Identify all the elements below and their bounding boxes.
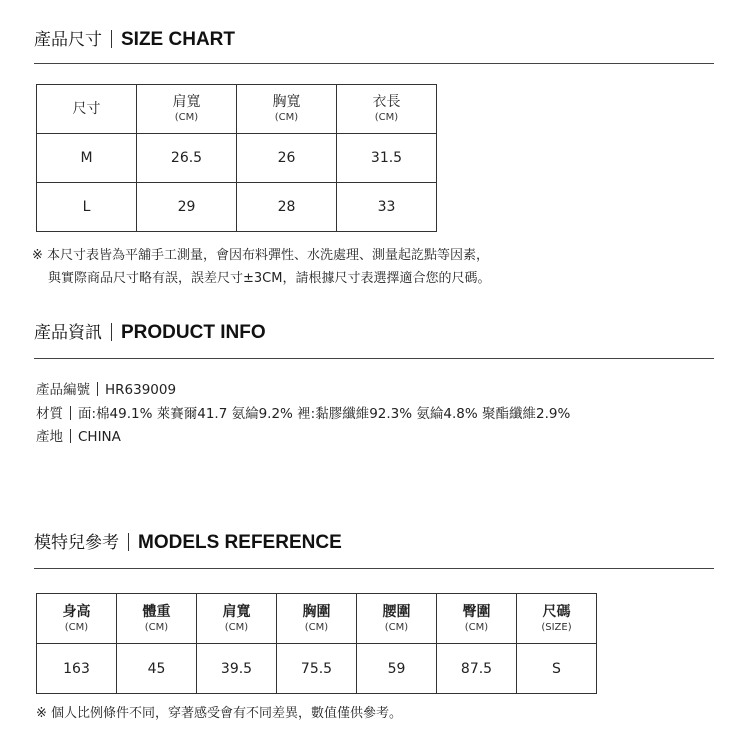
column-unit: (SIZE)	[541, 621, 572, 633]
column-unit: (CM)	[64, 621, 89, 633]
value-cell: 26	[237, 134, 337, 183]
column-unit: (CM)	[174, 112, 199, 123]
size-note-line2: 與實際商品尺寸略有誤，誤差尺寸±3CM，請根據尺寸表選擇適合您的尺碼。	[48, 271, 491, 286]
hip-header-cell	[437, 594, 517, 644]
column-label: 胸寬	[272, 94, 301, 110]
table-row	[37, 183, 437, 232]
column-unit: (CM)	[224, 621, 249, 633]
size-cell: L	[37, 183, 137, 232]
models-table	[36, 593, 597, 694]
waist-header-cell	[357, 594, 437, 644]
info-product-code	[36, 379, 176, 401]
info-label: 產地	[36, 429, 63, 445]
column-unit: (CM)	[274, 112, 299, 123]
value-cell: 33	[337, 183, 437, 232]
title-divider	[128, 533, 129, 551]
info-divider	[97, 382, 98, 396]
size-chart-title	[34, 28, 235, 52]
title-divider	[111, 30, 112, 48]
shoulder-header-cell	[137, 85, 237, 134]
title-divider	[111, 323, 112, 341]
size-header-label: 尺寸	[72, 100, 101, 117]
column-label: 尺碼	[542, 603, 571, 620]
value-cell: 163	[37, 644, 117, 694]
value-cell: S	[517, 644, 597, 694]
product-info-title	[34, 321, 266, 345]
size-chart-title-en: SIZE CHART	[121, 29, 235, 50]
value-cell: 45	[117, 644, 197, 694]
column-unit: (CM)	[144, 621, 169, 633]
info-label: 材質	[36, 406, 63, 422]
weight-header-cell	[117, 594, 197, 644]
column-label: 體重	[142, 603, 171, 620]
info-origin	[36, 426, 121, 448]
column-label: 身高	[62, 603, 91, 620]
value-cell: 31.5	[337, 134, 437, 183]
bust-header-cell	[277, 594, 357, 644]
column-label: 腰圍	[382, 603, 411, 620]
size-note-line1: ※ 本尺寸表皆為平舖手工測量，會因布料彈性、水洗處理、測量起訖點等因素，	[32, 248, 490, 263]
column-label: 肩寬	[172, 94, 201, 110]
models-title	[34, 531, 342, 555]
chest-header-cell	[237, 85, 337, 134]
column-label: 臀圍	[462, 603, 491, 620]
size-chart-table	[36, 84, 437, 232]
value-cell: 28	[237, 183, 337, 232]
column-unit: (CM)	[384, 621, 409, 633]
table-row	[37, 134, 437, 183]
size-chart-title-zh: 產品尺寸	[34, 30, 102, 50]
info-material	[36, 403, 570, 425]
info-value: 面:棉49.1% 萊賽爾41.7 氨綸9.2% 裡:黏膠纖維92.3% 氨綸4.8% 聚酯纖維2.9%	[78, 406, 571, 422]
section-rule	[34, 358, 714, 359]
models-note: ※ 個人比例條件不同，穿著感受會有不同差異，數值僅供參考。	[36, 706, 403, 721]
product-info-title-en: PRODUCT INFO	[121, 322, 266, 343]
size-cell: M	[37, 134, 137, 183]
value-cell: 26.5	[137, 134, 237, 183]
info-divider	[70, 429, 71, 443]
models-title-zh: 模特兒參考	[34, 533, 119, 553]
column-label: 胸圍	[302, 603, 331, 620]
info-divider	[70, 406, 71, 420]
column-label: 肩寬	[222, 603, 251, 620]
table-row	[37, 644, 597, 694]
info-label: 產品編號	[36, 382, 90, 398]
size-header-cell	[37, 85, 137, 134]
models-title-en: MODELS REFERENCE	[138, 532, 342, 553]
height-header-cell	[37, 594, 117, 644]
section-rule	[34, 63, 714, 64]
section-rule	[34, 568, 714, 569]
column-unit: (CM)	[374, 112, 399, 123]
value-cell: 39.5	[197, 644, 277, 694]
column-label: 衣長	[372, 94, 401, 110]
info-value: CHINA	[78, 429, 121, 445]
value-cell: 87.5	[437, 644, 517, 694]
column-unit: (CM)	[464, 621, 489, 633]
length-header-cell	[337, 85, 437, 134]
info-value: HR639009	[105, 382, 177, 398]
value-cell: 75.5	[277, 644, 357, 694]
size-header-cell	[517, 594, 597, 644]
value-cell: 29	[137, 183, 237, 232]
shoulder-header-cell	[197, 594, 277, 644]
product-info-title-zh: 產品資訊	[34, 323, 102, 343]
column-unit: (CM)	[304, 621, 329, 633]
value-cell: 59	[357, 644, 437, 694]
